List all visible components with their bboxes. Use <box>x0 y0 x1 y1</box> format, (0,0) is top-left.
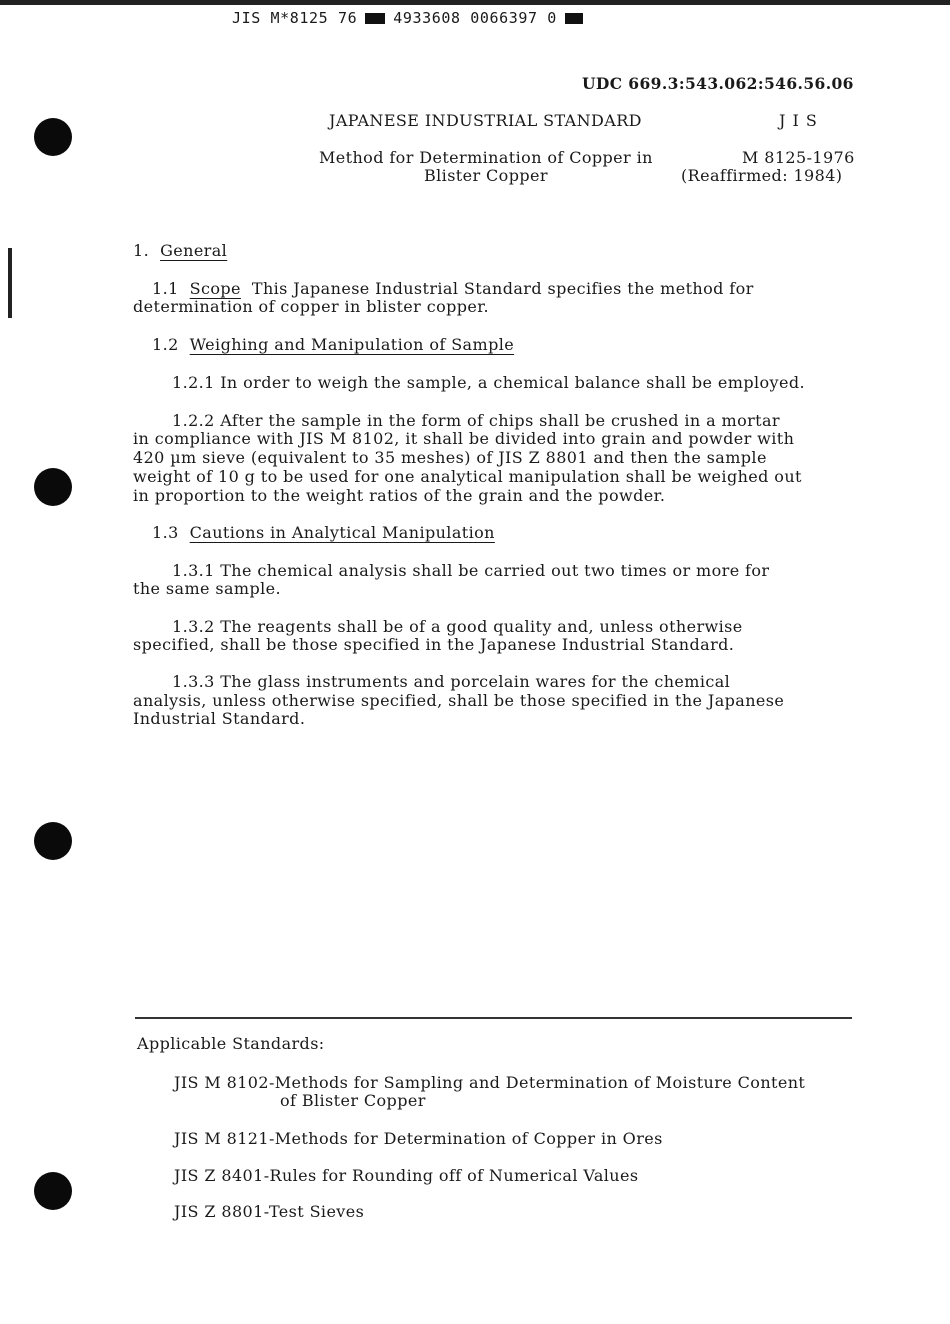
section-1-title: General <box>160 241 228 260</box>
clause-1-3-3-line-1: 1.3.3 The glass instruments and porcelain wares for the chemical <box>172 672 731 691</box>
applicable-standard-item: JIS Z 8801-Test Sieves <box>174 1202 365 1221</box>
applicable-standard-item-cont: of Blister Copper <box>280 1091 426 1110</box>
applicable-standard-item: JIS M 8102-Methods for Sampling and Determination of Moisture Content <box>174 1073 806 1092</box>
clause-1-3-2-line-1: 1.3.2 The reagents shall be of a good quality and, unless otherwise <box>172 617 743 636</box>
punch-hole-2 <box>34 468 72 506</box>
standard-org: JAPANESE INDUSTRIAL STANDARD <box>329 111 642 130</box>
section-1-3-title: Cautions in Analytical Manipulation <box>189 523 495 542</box>
section-1-1-line-2: determination of copper in blister copper. <box>133 297 490 316</box>
clause-1-3-1-line-1: 1.3.1 The chemical analysis shall be carried out two times or more for <box>172 561 770 580</box>
title-line-1: Method for Determination of Copper in <box>319 148 653 167</box>
clause-1-2-1: 1.2.1 In order to weigh the sample, a chemical balance shall be employed. <box>172 373 805 392</box>
jis-mark: J I S <box>779 111 818 130</box>
applicable-standards-heading: Applicable Standards: <box>137 1034 325 1053</box>
section-1-heading: 1. General <box>133 241 228 260</box>
udc-number: UDC 669.3:543.062:546.56.06 <box>582 74 854 93</box>
document-code-line <box>232 9 591 27</box>
code-block-mark-end <box>565 13 583 24</box>
standard-number: M 8125-1976 <box>742 148 855 167</box>
punch-hole-1 <box>34 118 72 156</box>
section-1-2-heading: 1.2 Weighing and Manipulation of Sample <box>152 335 515 354</box>
code-text: JIS M*8125 76 <box>232 9 358 27</box>
clause-1-3-3-line-2: analysis, unless otherwise specified, shall be those specified in the Japanese <box>133 691 785 710</box>
applicable-standard-item: JIS Z 8401-Rules for Rounding off of Numerical Values <box>174 1166 639 1185</box>
code-numbers: 4933608 0066397 0 <box>393 9 557 27</box>
scope-title: Scope <box>189 279 241 298</box>
clause-1-2-2-line-2: in compliance with JIS M 8102, it shall be divided into grain and powder with <box>133 429 795 448</box>
punch-hole-4 <box>34 1172 72 1210</box>
footnote-divider <box>135 1017 852 1019</box>
reaffirmed-date: (Reaffirmed: 1984) <box>681 166 843 185</box>
title-line-2: Blister Copper <box>424 166 548 185</box>
clause-1-2-2-line-4: weight of 10 g to be used for one analytical manipulation shall be weighed out <box>133 467 802 486</box>
clause-1-2-2-line-1: 1.2.2 After the sample in the form of chips shall be crushed in a mortar <box>172 411 780 430</box>
applicable-standard-item: JIS M 8121-Methods for Determination of Copper in Ores <box>174 1129 663 1148</box>
clause-1-2-2-line-3: 420 µm sieve (equivalent to 35 meshes) of JIS Z 8801 and then the sample <box>133 448 767 467</box>
section-1-1-line-1: 1.1 Scope This Japanese Industrial Standard specifies the method for <box>152 279 754 298</box>
clause-1-2-2-line-5: in proportion to the weight ratios of the grain and the powder. <box>133 486 666 505</box>
punch-hole-3 <box>34 822 72 860</box>
clause-1-3-2-line-2: specified, shall be those specified in the Japanese Industrial Standard. <box>133 635 735 654</box>
clause-1-3-3-line-3: Industrial Standard. <box>133 709 306 728</box>
section-1-2-title: Weighing and Manipulation of Sample <box>189 335 515 354</box>
top-border <box>0 0 950 5</box>
clause-1-3-1-line-2: the same sample. <box>133 579 282 598</box>
section-1-3-heading: 1.3 Cautions in Analytical Manipulation <box>152 523 495 542</box>
scan-edge-mark <box>8 248 12 318</box>
code-block-mark <box>365 13 385 24</box>
